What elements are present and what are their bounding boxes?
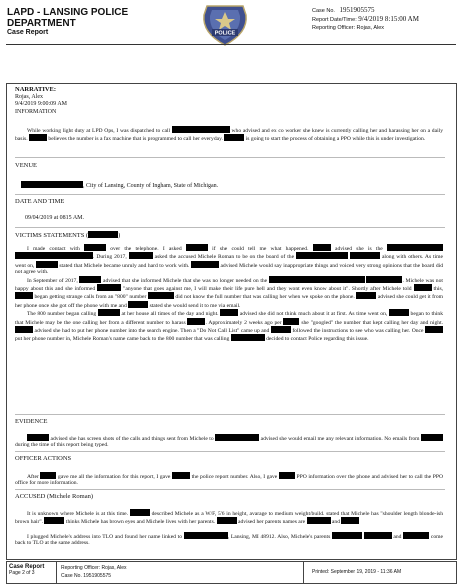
redaction [341, 517, 359, 524]
section-separator [15, 157, 445, 158]
section-separator [15, 489, 445, 490]
redaction [269, 276, 365, 283]
footer-title: Case Report [9, 564, 45, 570]
redaction [148, 292, 174, 299]
redaction [44, 517, 64, 524]
redaction [27, 434, 49, 441]
redaction [224, 134, 244, 141]
venue-label: VENUE [15, 162, 38, 169]
datetime-label: DATE AND TIME [15, 198, 65, 205]
footer-title-box [6, 561, 57, 584]
narrative-header [15, 94, 443, 116]
redaction [421, 434, 443, 441]
redaction [414, 284, 432, 291]
section-separator [15, 194, 445, 195]
redaction [130, 509, 150, 516]
redaction [366, 276, 402, 283]
case-no-label: Case No. [312, 8, 335, 14]
officer-label: Reporting Officer: [312, 25, 356, 31]
redaction [29, 134, 47, 141]
department-title [7, 7, 128, 29]
evidence-text: advised she has screen shots of the calls and things sent from Michele to advised she would email me any relevant information. No emails from during the time of this report being typed. [15, 434, 443, 449]
redaction [364, 532, 392, 539]
redaction [387, 244, 443, 251]
redaction [332, 532, 362, 539]
victims-label: VICTIMS STATEMENTS ( ) [15, 232, 121, 239]
redaction [187, 318, 205, 325]
section-separator [15, 227, 445, 228]
victims-statement: I made contact with over the telephone. I asked if she could tell me what happened. advised she is the . During 2017, asked the accused Michele Roman to be on the board of the along with others. As time went on, stated that Michele became unruly and hard to work with. advised Michele would say inappropriate things and voiced very strong opinions that the board did not agree with. In September of 2017, advised that she informed Michele that she was no longer needed on the . Michele was not happy about this and she informed "anyone that goes against me, I will make their life pure hell and they wont even know about it". Shortly after Michele told this, began getting strange calls from an "800" number did not know the full number that was calling her when we spoke on the phone. advised she could get it from her phone once she got off the phone with me and stated she would send it to me via email. The 800 number began calling at her house all times of the day and night. advised she did not think much about it at first. As time went on, began to think that Michele may be the one calling her from a different number to harass . Approximately 2 weeks ago per she "googled" the number that kept calling her day and night. advised she had to put her phone number into the search engine. Then a "Do Not Call List" came up and followed the instructions to see who was calling her. Once put her phone number in, Michele Roman's name came back to the 800 number that was calling decided to contact Police regarding this issue. [15, 246, 444, 343]
title-line1: LAPD - LANSING POLICE [7, 7, 129, 18]
redaction [186, 244, 208, 251]
report-dt-label: Report Date/Time: [312, 17, 357, 23]
datetime-text: 09/04/2019 at 0815 AM. [25, 215, 85, 221]
police-badge-icon [201, 3, 249, 47]
header-rule [6, 44, 456, 45]
redaction [128, 301, 148, 308]
accused-label: ACCUSED (Michele Roman) [15, 493, 93, 500]
redaction [129, 252, 153, 259]
narrative-author: Rojas, Alex [15, 94, 43, 100]
title-line2: DEPARTMENT [7, 18, 76, 29]
redaction [217, 517, 237, 524]
footer-officer: Reporting Officer: Rojas, Alex [61, 565, 127, 571]
redaction [279, 472, 295, 479]
officer-value: Rojas, Alex [356, 25, 385, 31]
redaction [307, 517, 331, 524]
footer-printed-box [303, 561, 457, 584]
redaction [15, 326, 33, 333]
redaction [313, 244, 331, 251]
evidence-label: EVIDENCE [15, 418, 48, 425]
officer-actions-text: After gave me all the information for this report, I gave the police report number. Also, I gave PPO information over the phone and advised her to call the PPO office for more information. [15, 474, 444, 487]
redaction [184, 532, 228, 539]
section-separator [15, 414, 445, 415]
accused-text: It is unknown where Michele is at this time. described Michele as a W/F, 5'6 in height, avarage to medium weight/build. stated that Michele has "shoulder length blonde-ish brown hair". thinks Michele has brown eyes and Michele lives with her parents. advised her parents names are and I plugged Michele's address into TLO and found her name linked to , Lansing, MI 48912. Also, Michele's parents and come back to TLO at the same address. [15, 511, 443, 547]
redaction [296, 252, 348, 259]
redaction [88, 231, 118, 238]
narrative-paragraph: While working light duty at LPD Ops, I was dispatched to call who advised and ex co worker she knew is currently calling her and harassing her on a daily basis. believes the number is a fax machine that is programmed to call her everyday. is going to start the process of obtaining a PPO while this is under investigation. [15, 128, 443, 143]
redaction [350, 252, 380, 259]
redaction [15, 252, 93, 259]
report-dt-value: 9/4/2019 8:15:00 AM [358, 15, 419, 23]
redaction [389, 309, 409, 316]
redaction [172, 126, 230, 133]
venue-text: , City of Lansing, County of Ingham, State of Michigan. [15, 181, 443, 189]
footer-page: Page 2 of 3 [9, 570, 35, 576]
narrative-label: NARRATIVE: [15, 86, 57, 93]
redaction [403, 532, 429, 539]
redaction [36, 261, 58, 268]
narrative-type: INFORMATION [15, 108, 57, 115]
redaction [215, 434, 259, 441]
case-no-value: 1951905575 [339, 6, 375, 14]
redaction [356, 292, 376, 299]
redaction [98, 309, 120, 316]
redaction [40, 472, 56, 479]
redaction [191, 261, 219, 268]
redaction [172, 472, 190, 479]
section-separator [15, 451, 445, 452]
redaction [271, 326, 291, 333]
officer-actions-label: OFFICER ACTIONS [15, 455, 72, 462]
footer-printed: Printed: September 19, 2019 - 11:36 AM [312, 569, 402, 575]
redaction [79, 276, 101, 283]
redaction [231, 334, 265, 341]
badge-text: POLICE [214, 30, 236, 37]
footer-case-no: Case No. 1951905575 [61, 573, 112, 579]
footer-info-box [56, 561, 304, 584]
report-type: Case Report [7, 29, 49, 36]
redaction [220, 309, 238, 316]
redaction [97, 284, 121, 291]
redaction [15, 292, 33, 299]
report-meta [312, 6, 419, 32]
redaction [425, 326, 443, 333]
redaction [21, 181, 83, 188]
narrative-datetime: 9/4/2019 9:00:09 AM [15, 101, 68, 108]
redaction [84, 244, 106, 251]
redaction [283, 318, 299, 325]
